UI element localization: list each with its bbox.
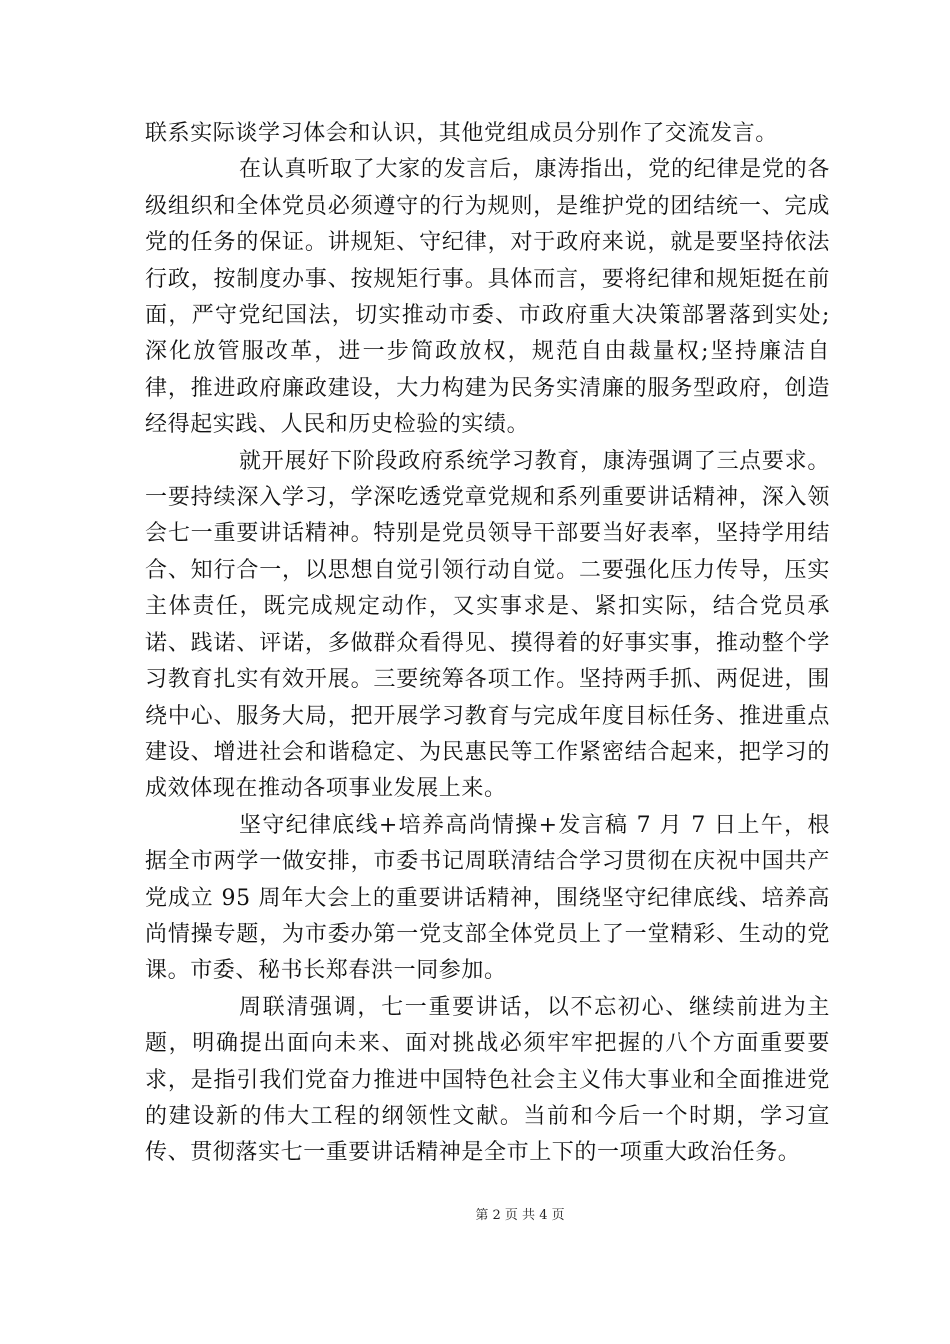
paragraph-continuation: 联系实际谈学习体会和认识，其他党组成员分别作了交流发言。	[145, 121, 778, 146]
page-number-footer: 第 2 页 共 4 页	[475, 1208, 565, 1223]
paragraph-speech-significance: 周联清强调，七一重要讲话，以不忘初心、继续前进为主题，明确提出面向未来、面对挑战必须牢牢把握的八个方面重要要求，是指引我们党奋力推进中国特色社会主义伟大事业和全面推进党的建设新的伟大工程的纲领性文献。当前和今后一个时期，学习宣传、贯彻落实七一重要讲话精神是全市上下的一项重大政治任务。	[145, 994, 830, 1166]
paragraph-discipline: 在认真听取了大家的发言后，康涛指出，党的纪律是党的各级组织和全体党员必须遵守的行为规则，是维护党的团结统一、完成党的任务的保证。讲规矩、守纪律，对于政府来说，就是要坚持依法行政，按制度办事、按规矩行事。具体而言，要将纪律和规矩挺在前面，严守党纪国法，切实推动市委、市政府重大决策部署落到实处;深化放管服改革，进一步简政放权，规范自由裁量权;坚持廉洁自律，推进政府廉政建设，大力构建为民务实清廉的服务型政府，创造经得起实践、人民和历史检验的实绩。	[145, 157, 830, 438]
paragraph-party-lecture: 坚守纪律底线+培养高尚情操+发言稿 7 月 7 日上午，根据全市两学一做安排，市委书记周联清结合学习贯彻在庆祝中国共产党成立 95 周年大会上的重要讲话精神，围绕坚守纪律底线、培养高尚情操专题，为市委办第一党支部全体党员上了一堂精彩、生动的党课。市委、秘书长郑春洪一同参加。	[145, 812, 830, 984]
paragraph-three-requirements: 就开展好下阶段政府系统学习教育，康涛强调了三点要求。一要持续深入学习，学深吃透党章党规和系列重要讲话精神，深入领会七一重要讲话精神。特别是党员领导干部要当好表率，坚持学用结合、知行合一，以思想自觉引领行动自觉。二要强化压力传导，压实主体责任，既完成规定动作，又实事求是、紧扣实际，结合党员承诺、践诺、评诺，多做群众看得见、摸得着的好事实事，推动整个学习教育扎实有效开展。三要统筹各项工作。坚持两手抓、两促进，围绕中心、服务大局，把开展学习教育与完成年度目标任务、推进重点建设、增进社会和谐稳定、为民惠民等工作紧密结合起来，把学习的成效体现在推动各项事业发展上来。	[145, 448, 830, 802]
document-body	[145, 116, 830, 1172]
